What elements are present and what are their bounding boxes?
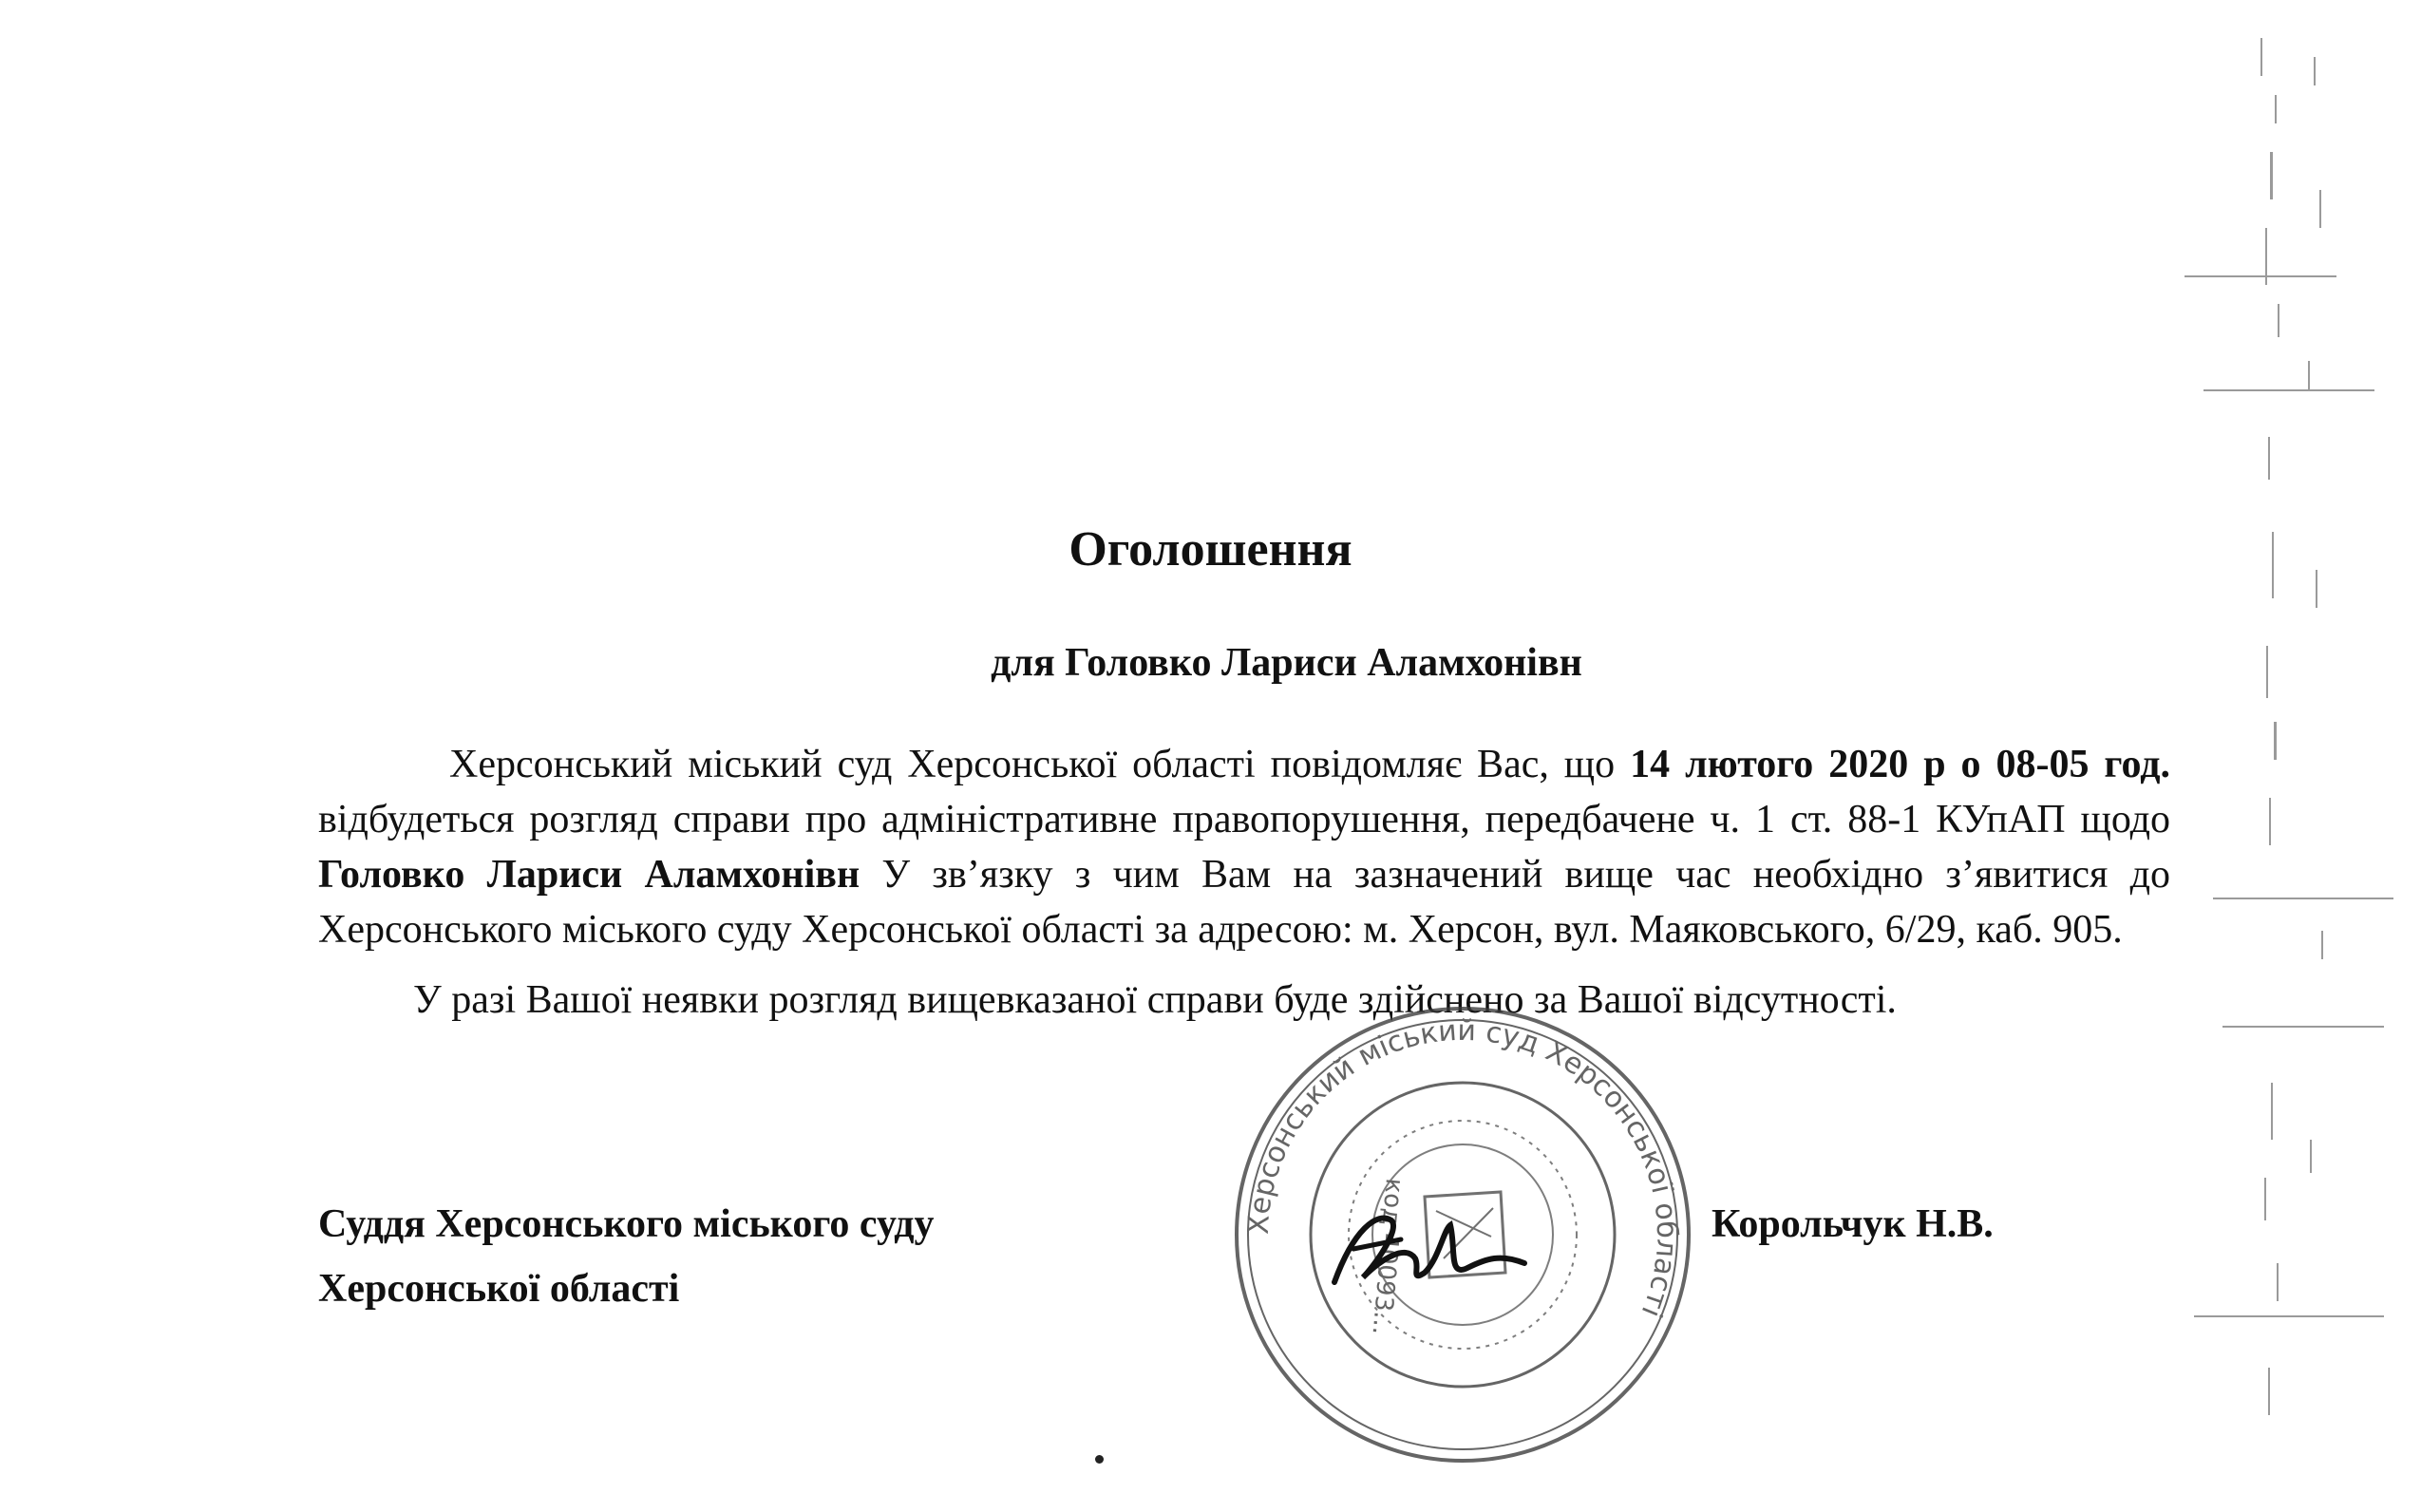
- person-name: Головко Лариси Аламхонівн: [318, 853, 861, 897]
- document-title: Оголошення: [1069, 522, 1352, 576]
- seal-code-text: код 40093...: [1366, 1177, 1409, 1336]
- hearing-date: 14 лютого 2020 р о 08-05 год.: [1630, 743, 2170, 786]
- handwritten-signature: [1325, 1192, 1534, 1306]
- paragraph-hearing-notice: [318, 737, 2170, 957]
- signoff-block: [318, 1192, 935, 1321]
- paragraph-absence-notice: У разі Вашої неявки розгляд вищевказаної справи буде здійснено за Вашої відсутності.: [413, 978, 1897, 1022]
- paragraph-tail: У зв’язку з чим Вам на зазначений вище час необхідно з’явитися до Херсонського міського суду Херсонської області за адресою: м. Херсон, вул. Маяковського, 6/29, каб. 905.: [318, 853, 2170, 952]
- seal-ring-text: Херсонський міський суд Херсонської області: [1241, 1013, 1684, 1322]
- signoff-title-line2: Херсонської області: [318, 1267, 680, 1311]
- paragraph-middle: відбудеться розгляд справи про адміністративне правопорушення, передбачене ч. 1 ст. 88-1 КУпАП щодо: [318, 798, 2170, 841]
- signer-name: Корольчук Н.В.: [1712, 1202, 1994, 1246]
- document-subtitle: для Головко Лариси Аламхонівн: [991, 641, 1582, 685]
- signoff-title-line1: Суддя Херсонського міського суду: [318, 1202, 935, 1246]
- paragraph-lead: Херсонський міський суд Херсонської області повідомляє Вас, що: [449, 743, 1631, 786]
- ink-speck: [1095, 1455, 1104, 1464]
